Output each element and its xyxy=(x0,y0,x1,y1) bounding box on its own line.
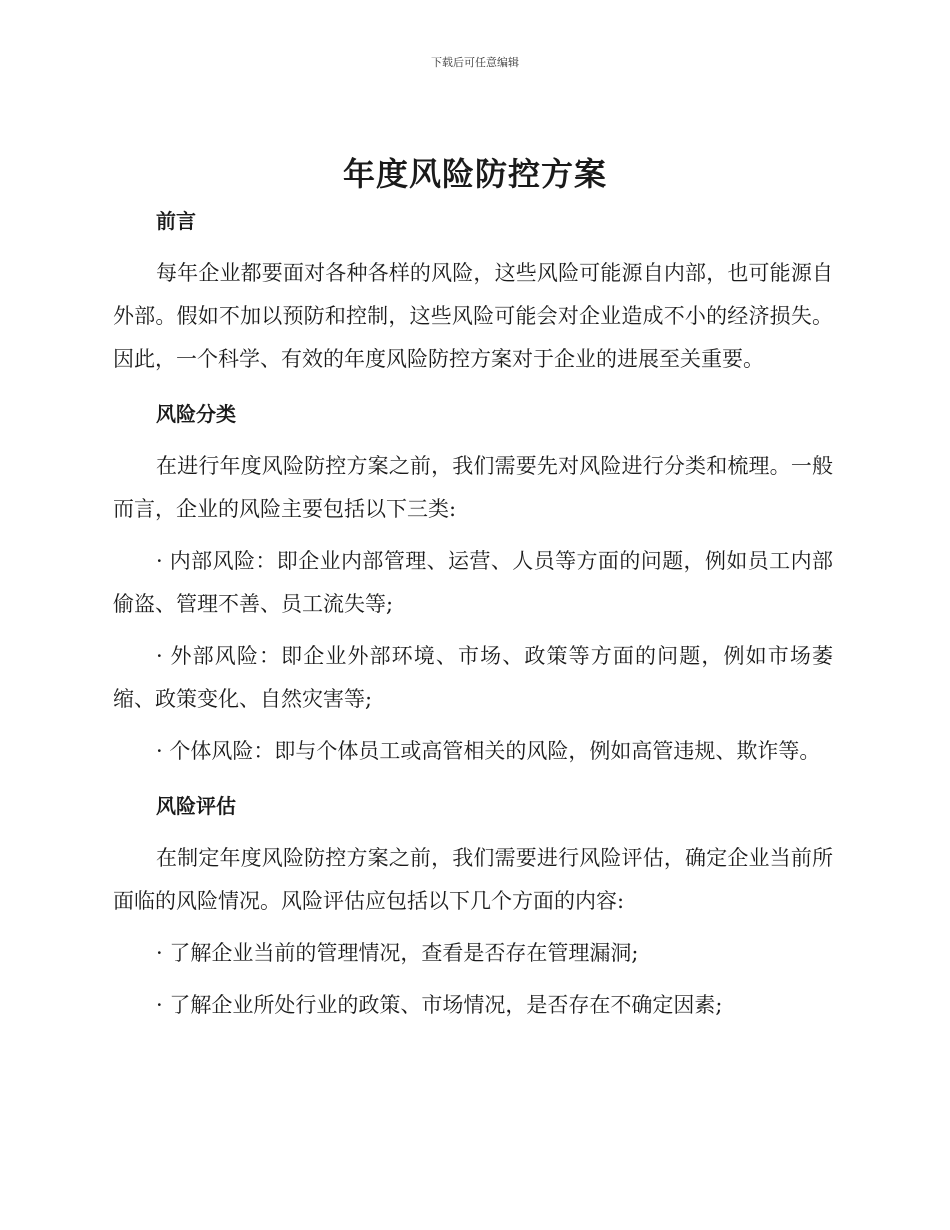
document-body xyxy=(113,200,833,1027)
paragraph: 在进行年度风险防控方案之前，我们需要先对风险进行分类和梳理。一般而言，企业的风险主要包括以下三类: xyxy=(113,454,833,521)
section-heading-preface: 前言 xyxy=(156,209,196,233)
bullet-item: · 了解企业当前的管理情况，查看是否存在管理漏洞; xyxy=(156,941,639,965)
bullet-item: · 了解企业所处行业的政策、市场情况，是否存在不确定因素; xyxy=(156,993,723,1017)
paragraph: 每年企业都要面对各种各样的风险，这些风险可能源自内部，也可能源自外部。假如不加以预防和控制，这些风险可能会对企业造成不小的经济损失。因此，一个科学、有效的年度风险防控方案对于企业的进展至关重要。 xyxy=(113,261,833,371)
bullet-item: · 内部风险：即企业内部管理、运营、人员等方面的问题，例如员工内部偷盗、管理不善、员工流失等; xyxy=(113,549,833,616)
bullet-item: · 个体风险：即与个体员工或高管相关的风险，例如高管违规、欺诈等。 xyxy=(156,739,821,763)
document-title: 年度风险防控方案 xyxy=(342,155,607,193)
paragraph: 在制定年度风险防控方案之前，我们需要进行风险评估，确定企业当前所面临的风险情况。风险评估应包括以下几个方面的内容: xyxy=(113,846,833,913)
section-heading-risk-categories: 风险分类 xyxy=(156,402,236,426)
section-heading-risk-assessment: 风险评估 xyxy=(156,794,236,818)
bullet-item: · 外部风险：即企业外部环境、市场、政策等方面的问题，例如市场萎缩、政策变化、自然灾害等; xyxy=(113,644,833,711)
header-note: 下载后可任意编辑 xyxy=(431,56,519,69)
